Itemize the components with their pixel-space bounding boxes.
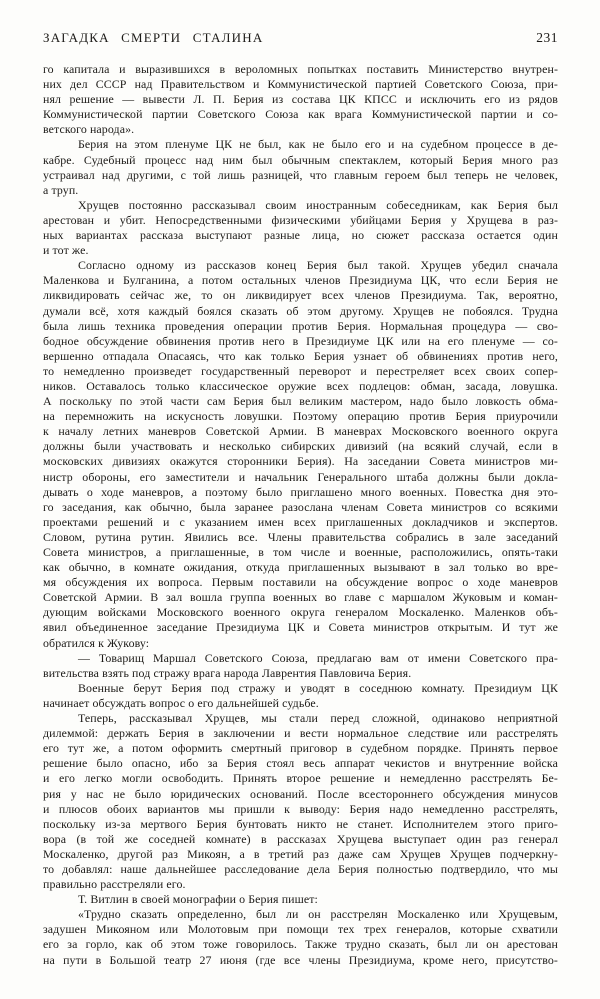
text-line: Советской Армии. В зал вошла группа военных во главе с маршалом Жуковым и коман- bbox=[43, 590, 558, 605]
paragraph bbox=[43, 892, 558, 907]
text-line: Согласно одному из рассказов конец Берия был такой. Хрущев убедил сначала bbox=[78, 258, 558, 273]
text-line: и тот же. bbox=[43, 243, 89, 258]
text-line: Совета министров, а приглашенные, в том числе и военные, расположились, опять-таки bbox=[43, 545, 558, 559]
text-line: ликвидировать сейчас же, то он ликвидирует всех членов Президиума. Так, вероятно, bbox=[43, 288, 558, 303]
text-line: правильно расстреляли его. bbox=[43, 877, 186, 892]
text-line: Т. Витлин в своей монографии о Берия пишет: bbox=[78, 892, 318, 907]
text-line: го капитала и выразившихся в вероломных попытках поставить Министерство внутрен- bbox=[43, 62, 558, 76]
paragraph bbox=[43, 137, 558, 197]
text-line: кабре. Судебный процесс над ним был обычным спектаклем, который Берия много раз bbox=[43, 152, 558, 167]
text-line: и плюсов обоих вариантов мы пришли к выводу: Берия надо немедленно расстрелять, bbox=[43, 801, 558, 816]
text-line: нистр обороны, его заместители и начальник Генерального штаба должны были докла- bbox=[43, 469, 558, 484]
paragraph bbox=[43, 651, 558, 681]
page-number: 231 bbox=[536, 30, 558, 45]
text-line: Москаленко, другой раз Микоян, а в третий раз даже сам Хрущев Хрущев подчеркну- bbox=[43, 846, 558, 861]
text-line: арестован и убит. Непосредственными физическими убийцами Берия у Хрущева в раз- bbox=[43, 212, 558, 227]
text-line: а труп. bbox=[43, 182, 79, 197]
text-line: задушен Микояном или Молотовым при помощи тех трех генералов, которые схватили bbox=[43, 922, 558, 937]
text-line: была лишь техника проведения операции против Берия. Нормальная процедура — сво- bbox=[43, 318, 558, 333]
text-line: Хрущев постоянно рассказывал своим иностранным собеседникам, как Берия был bbox=[78, 197, 558, 212]
text-line: то добавлял: наше дальнейшее расследование дела Берия полностью подтвердило, что мы bbox=[43, 861, 558, 876]
text-line: его тут же, а потом оформить смертный приговор в судебном порядке. Принять первое bbox=[43, 741, 558, 756]
text-line: Теперь, рассказывал Хрущев, мы стали перед сложной, одинаково неприятной bbox=[78, 711, 558, 726]
text-line: поскольку из-за мертвого Берия бунтовать никто не станет. Исполнителем этого приго- bbox=[43, 816, 558, 831]
text-line: к началу летних маневров Советской Армии. В маневрах Московского военного округа bbox=[43, 424, 558, 439]
text-line: нял решение — вывести Л. П. Берия из состава ЦК КПСС и исключить его из рядов bbox=[43, 92, 558, 107]
text-line: проектами решений и с указанием имен всех приглашенных докладчиков и экспертов. bbox=[43, 514, 558, 529]
paragraph bbox=[43, 258, 558, 650]
text-line: вительства взять под стражу врага народа Лаврентия Павловича Берия. bbox=[43, 665, 412, 680]
text-line: Военные берут Берия под стражу и уводят в соседнюю комнату. Президиум ЦК bbox=[78, 680, 558, 695]
paragraph bbox=[43, 907, 558, 967]
text-line: рия у нас не было юридических оснований. После всестороннего обсуждения минусов bbox=[43, 786, 558, 801]
text-line: них дел СССР над Правительством и Коммунистической партией Советского Союза, при- bbox=[43, 77, 558, 92]
text-line: начинает обсуждать вопрос о его дальнейшей судьбе. bbox=[43, 695, 319, 710]
text-line: вора (в той же соседней комнате) в рассказах Хрущева выступает один раз генерал bbox=[43, 831, 558, 846]
text-line: и его легко могли освободить. Принять второе решение и немедленно расстрелять Бе- bbox=[43, 771, 558, 786]
text-line: ников. Оставалось только классическое оружие всех подлецов: обман, засада, ловушка. bbox=[43, 378, 558, 393]
text-line: вершенно отпадала Опасаясь, что как только Берия узнает об обвинениях против него, bbox=[43, 348, 558, 363]
paragraph bbox=[43, 681, 558, 711]
text-line: го заседания, как обычно, была заранее разослана членам Совета министров со всякими bbox=[43, 499, 558, 514]
text-line: как обычно, в комнате ожидания, откуда приглашенных вызывают в зал только во вре- bbox=[43, 560, 558, 575]
text-line: Берия на этом пленуме ЦК не был, как не было его и на судебном процессе в де- bbox=[78, 137, 558, 152]
running-title: ЗАГАДКА СМЕРТИ СТАЛИНА bbox=[43, 30, 264, 45]
paragraph bbox=[43, 198, 558, 258]
text-line: его за горло, как об этом тоже говорилось. Также трудно сказать, был ли он арестован bbox=[43, 937, 558, 952]
text-line: мя обсуждения их вопроса. Первым поставили на обсуждение вопрос о ходе маневров bbox=[43, 575, 558, 590]
text-line: ных вариантах рассказа выступают разные лица, но сюжет рассказа остается один bbox=[43, 228, 558, 243]
text-line: думали всё, хотя каждый боялся сказать об этом другому. Хрущев не побоялся. Трудна bbox=[43, 303, 558, 318]
text-line: Коммунистической партии Советского Союза как врага Коммунистической партии и со- bbox=[43, 107, 558, 122]
text-line: решение было опасно, ибо за Берия стоял весь аппарат чекистов и внутренние войска bbox=[43, 756, 558, 771]
text-line: на пути в Большой театр 27 июня (где все члены Президиума, кроме него, присутство- bbox=[43, 952, 558, 967]
text-line: должны были участвовать и несколько сибирских дивизий (на всякий случай, если в bbox=[43, 439, 558, 454]
text-line: Маленкова и Булганина, а потом остальных членов Президиума ЦК, что если Берия не bbox=[43, 273, 558, 288]
text-line: дывать о ходе маневров, а поэтому было приглашено много военных. Повестка дня это- bbox=[43, 484, 558, 499]
page-header bbox=[43, 30, 558, 46]
text-line: «Трудно сказать определенно, был ли он расстрелян Москаленко или Хрущевым, bbox=[78, 907, 558, 922]
text-line: обратился к Жукову: bbox=[43, 635, 150, 650]
text-line: Словом, рутина рутин. Явились все. Члены правительства собрались в зале заседаний bbox=[43, 529, 558, 544]
text-line: ветского народа». bbox=[43, 122, 135, 137]
text-line: дующим войсками Московского военного округа генералом Москаленко. Маленков объ- bbox=[43, 605, 558, 620]
text-line: — Товарищ Маршал Советского Союза, предлагаю вам от имени Советского пра- bbox=[78, 650, 558, 665]
body-text bbox=[43, 62, 558, 968]
text-line: А поскольку по этой части сам Берия был великим мастером, надо было ловкость обма- bbox=[43, 394, 558, 409]
text-line: дилеммой: держать Берия в заключении и вести нормальное следствие или расстрелять bbox=[43, 726, 558, 741]
text-line: устраивал над другими, с той лишь разницей, что главным героем был теперь не человек, bbox=[43, 167, 558, 182]
text-line: московских дивизиях окажутся сторонники Берия). На заседании Совета министров ми- bbox=[43, 454, 558, 469]
text-line: бодное обсуждение обвинения против него в Президиуме ЦК или на его пленуме — со- bbox=[43, 333, 558, 348]
text-line: явил объединенное заседание Президиума ЦК и Совета министров открытым. И тут же bbox=[43, 620, 558, 635]
paragraph bbox=[43, 711, 558, 892]
text-line: то немедленно произведет государственный переворот и перестреляет всех своих сопер- bbox=[43, 363, 558, 378]
paragraph bbox=[43, 62, 558, 137]
text-line: на перемножить на искусность ловушки. Поэтому операцию против Берия приурочили bbox=[43, 409, 558, 424]
